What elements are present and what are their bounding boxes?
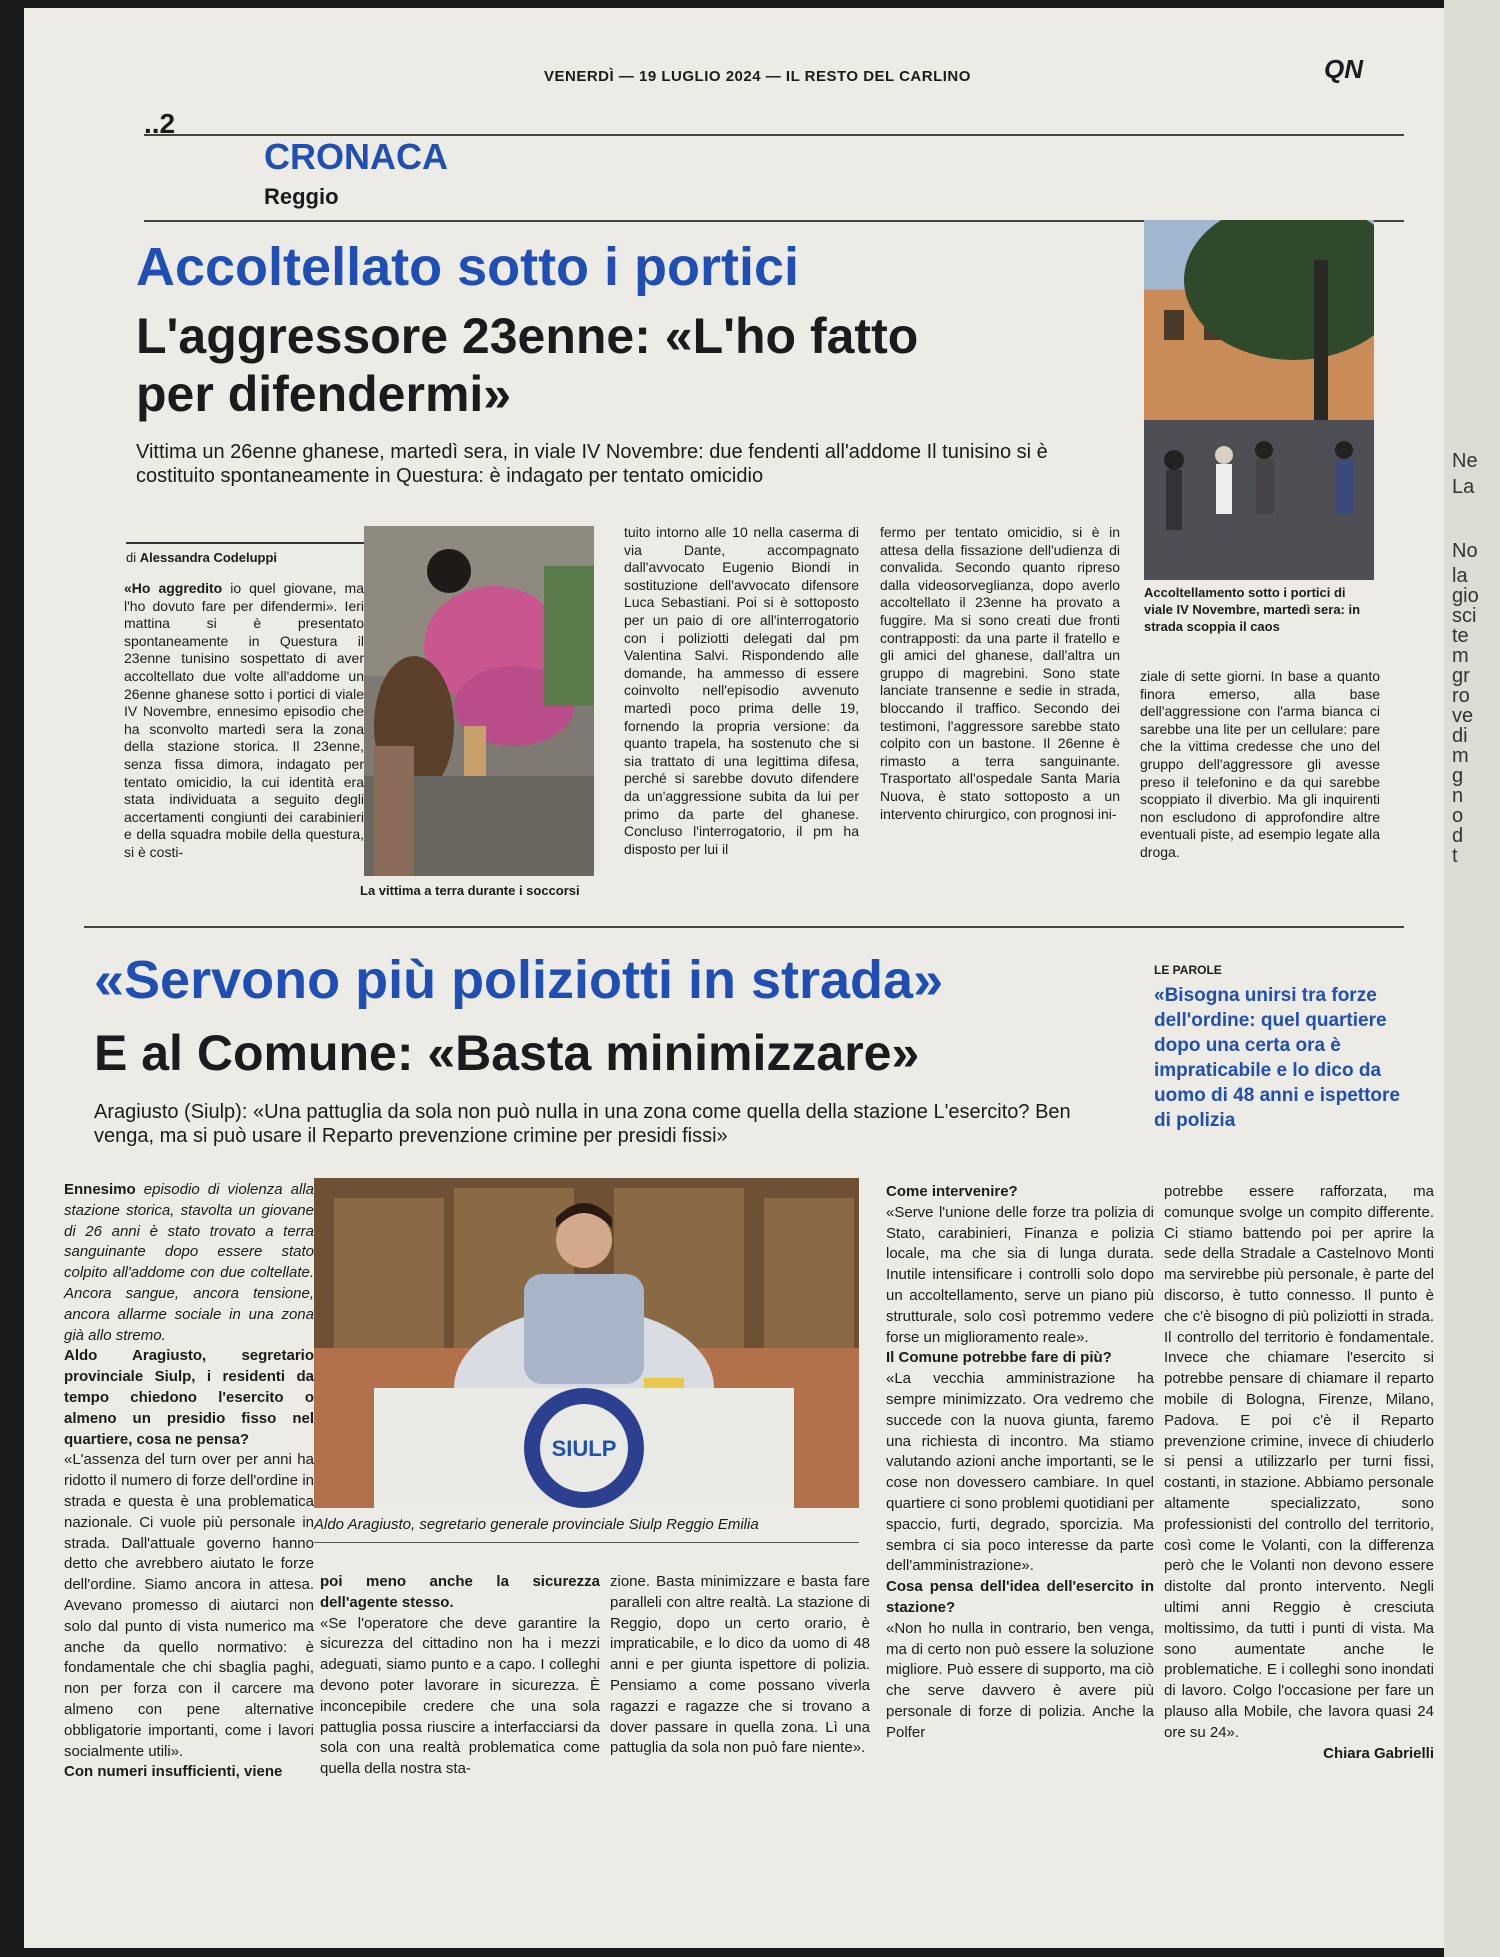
article1-col3: fermo per tentato omicidio, si è in attesa della fissazione dell'udienza di convalida. Secondo quanto ripreso dalla videosorveglianza, dopo averlo accoltellato il 23enne ha provato a fuggire. Ma si sono creati due fronti contrapposti: da una parte il fratello e gli amici del ghanese, dall'altra un gruppo di magrebini. Sono state lanciate transenne e sedie in strada, bloccando il traffico. Secondo dei testimoni, l'aggressore sarebbe stato colpito con un bastone. Il 26enne è rimasto a terra sanguinante. Trasportato all'ospedale Santa Maria Nuova, è stato sottoposto a un intervento chirurgico, con prognosi ini- (880, 524, 1120, 822)
article1-col1-text: io quel giovane, ma l'ho dovuto fare per difendermi». Ieri mattina si è presentato spontaneamente in Questura il 23enne tunisino sospettato di aver accoltellato due volte all'addome un 26enne ghanese sotto i portici di viale IV Novembre, ennesimo episodio che ha sconvolto martedì sera la zona della stazione storica. Il 23enne, senza fissa dimora, indagato per tentato omicidio, la cui identità era stata individuata a seguito degli accertamenti congiunti dei carabinieri e della squadra mobile della questura, si è costi- (124, 580, 364, 860)
street-scene-photo (1144, 220, 1374, 580)
fragment: t (1452, 845, 1458, 867)
article2-q1: Come intervenire? (886, 1183, 1018, 1200)
article2-col1 (64, 1180, 314, 1783)
article1-lead: «Ho aggredito (124, 580, 223, 596)
caption-rule (314, 1542, 859, 1543)
article2-q2: Il Comune potrebbe fare di più? (886, 1349, 1112, 1367)
date-line: VENERDÌ — 19 LUGLIO 2024 — IL RESTO DEL CARLINO (544, 68, 971, 85)
qn-logo: QN (1324, 54, 1363, 84)
victim-photo (364, 526, 594, 876)
fragment: di (1452, 725, 1468, 747)
fragment: m (1452, 745, 1469, 767)
fragment: ve (1452, 705, 1474, 727)
article2-question1: Aldo Aragiusto, segretario provinciale Siulp, i residenti da tempo chiedono l'esercito o almeno un presidio fisso nel quartiere, cosa ne pensa? (64, 1347, 314, 1448)
article2-a2: «La vecchia amministrazione ha sempre minimizzato. Ora vedremo che succede con la nuova giunta, faremo una richiesta di incontro. Ma stiamo valutando azioni anche importanti, se le cose non dovessero cambiare. In quel quartiere ci sono problemi quotidiani per spaccio, furti, degrado, sporcizia. Ma sembra ci sia poco interesse da parte dell'amministrazione». (886, 1370, 1154, 1575)
article2-col5-text: potrebbe essere rafforzata, ma comunque svolge un compito differente. Ci stiamo battendo poi per aprire la sede della Stradale a Castelnovo Monti ma servirebbe più personale, è parte del discorso, è tutto connesso. Il punto è che c'è bisogno di più poliziotti in strada. Il controllo del territorio è fondamentale. Invece che chiamare l'esercito si potrebbe pensare di chiamare il reparto mobile di Bologna, Firenze, Milano, Padova. E poi c'è il Reparto prevenzione crimine, invece di chiuderlo si pensi a utilizzarlo per turni fissi, costanti, in stazione. Abbiamo personale altamente specializzato, sono professionisti del controllo del territorio, così come le Volanti, con la differenza però che le Volanti non devono essere distolte dal pronto intervento. Negli ultimi anni Reggio è cresciuta moltissimo, da tutti i punti di vista. Ma sono aumentate anche le problematiche. E i colleghi sono inondati di lavoro. Colgo l'occasione per fare un plauso alla Mobile, che lavora quasi 24 ore su 24». (1164, 1183, 1434, 1741)
article2-col5 (1164, 1182, 1434, 1764)
fragment: te (1452, 625, 1469, 647)
article2-col2-bold: poi meno anche la sicurezza dell'agente stesso. (320, 1573, 600, 1611)
article2-lead: Ennesimo (64, 1181, 136, 1198)
section-subtitle: Reggio (264, 184, 339, 209)
aragiusto-caption: Aldo Aragiusto, segretario generale provinciale Siulp Reggio Emilia (314, 1516, 759, 1533)
article2-a1: «Serve l'unione delle forze tra polizia di Stato, carabinieri, Finanza e polizia locale, ma che sia di lunga durata. Inutile intensificare i controlli solo dopo un accoltellamento, serve un piano più strutturale, solo così potremmo vedere forse un miglioramento reale». (886, 1203, 1154, 1346)
article1-col1 (124, 580, 364, 862)
article1-subheadline: L'aggressore 23enne: «L'ho fatto per difendermi» (136, 308, 919, 422)
article2-subheadline: E al Comune: «Basta minimizzare» (94, 1025, 920, 1081)
fragment: No (1452, 540, 1478, 562)
article2-col3: zione. Basta minimizzare e basta fare paralleli con altre realtà. La stazione di Reggio, dopo un certo orario, è impraticabile, e lo dico da uomo di 48 anni e per giunta ispettore di polizia. Pensiamo a come possano viverla ragazzi e ragazze che si trovano a dover passare in quella zona. Lì una pattuglia da sola non può fare niente». (610, 1573, 870, 1757)
article1-headline: Accoltellato sotto i portici (136, 237, 800, 297)
article1-byline (126, 542, 366, 565)
page-number: ..2 (144, 108, 176, 139)
article2-deck: Aragiusto (Siulp): «Una pattuglia da sola non può nulla in una zona come quella della stazione L'esercito? Ben venga, ma si può usare il Reparto prevenzione crimine per presidi fissi» (94, 1101, 1071, 1147)
article2-col4 (886, 1182, 1154, 1744)
fragment: ro (1452, 685, 1470, 707)
article-divider (84, 926, 1404, 928)
article2-a3: «Non ho nulla in contrario, ben venga, ma di certo non può essere la soluzione migliore. Può essere di supporto, ma ciò che serve davvero è avere più personale di forze di polizia. Anche la Polfer (886, 1619, 1154, 1741)
fragment: la (1452, 565, 1468, 587)
le-parole-quote: «Bisogna unirsi tra forze dell'ordine: quel quartiere dopo una certa ora è impraticabile e lo dico da uomo di 48 anni e ispettore di polizia (1154, 985, 1400, 1131)
siulp-logo: SIULP (551, 1436, 617, 1461)
newspaper-page (24, 8, 1444, 1948)
article2-intro: episodio di violenza alla stazione storica, stavolta un giovane di 26 anni è stato trovato a terra sanguinante dopo essere stato colpito all'addome con due coltellate. Ancora sangue, ancora tensione, ancora allarme sociale in una zona già allo stremo. (64, 1181, 314, 1344)
fragment: La (1452, 476, 1475, 498)
byline-prefix: di (126, 550, 137, 565)
article2-answer1: «L'assenza del turn over per anni ha ridotto il numero di forze dell'ordine in strada e questa è una problematica nazionale. Ci vuole più personale in strada. Dall'attuale governo hanno detto che avrebbero aiutato le forze dell'ordine. Siamo ancora in attesa. Avevano promesso di aiutarci non solo dal punto di vista numerico ma anche da quello normativo: è fondamentale che chi sbaglia paghi, non per forza con il carcere ma almeno con pene alternative obbligatorie importanti, come i lavori socialmente utili». (64, 1451, 314, 1760)
fragment: o (1452, 805, 1464, 827)
fragment: gr (1452, 665, 1470, 687)
section-title: CRONACA (264, 136, 448, 177)
victim-photo-caption: La vittima a terra durante i soccorsi (360, 883, 580, 898)
fragment: m (1452, 645, 1469, 667)
fragment: g (1452, 765, 1464, 787)
article2-col1-bold-end: Con numeri insufficienti, viene (64, 1763, 283, 1781)
street-scene-caption: Accoltellamento sotto i portici di viale IV Novembre, martedì sera: in strada scoppia il caos (1144, 585, 1361, 634)
byline-author: Alessandra Codeluppi (139, 550, 277, 565)
article2-col2-text: «Se l'operatore che deve garantire la sicurezza del cittadino non ha i mezzi adeguati, siamo punto e a capo. I colleghi devono poter lavorare in sicurezza. È inconcepibile credere che una sola pattuglia possa riuscire a interfacciarsi da sola con una realtà problematica come quella della nostra sta- (320, 1614, 600, 1778)
article2-q3: Cosa pensa dell'idea dell'esercito in stazione? (886, 1578, 1154, 1616)
adjacent-page (1444, 0, 1500, 1957)
article1-col2: tuito intorno alle 10 nella caserma di via Dante, accompagnato dall'avvocato Eugenio Biondi in sostituzione dell'avvocato difensore Luca Sebastiani. Poi si è sottoposto per un paio di ore all'interrogatorio con i poliziotti delegati dal pm Valentina Salvi. Rispondendo alle domande, ha ammesso di essere coinvolto nell'episodio avvenuto martedì poco prima delle 19, fornendo la propria versione: da quanto trapela, ha sostenuto che si sia trattato di una legittima difesa, perché si sarebbe dovuto difendere da un'aggressione subita da lui per primo da parte del ghanese. Concluso l'interrogatorio, il pm ha disposto per lui il (624, 524, 859, 857)
fragment: n (1452, 785, 1464, 807)
article2-headline: «Servono più poliziotti in strada» (94, 950, 944, 1010)
fragment: gio (1452, 585, 1479, 607)
article1-col4: ziale di sette giorni. In base a quanto finora emerso, alla base dell'aggressione con l'arma bianca ci sarebbe una lite per un cellulare: pare che la vittima credesse che uno del gruppo dell'aggressore gli avesse preso il telefonino e da qui sarebbe scoppiato il diverbio. Ma gli inquirenti non escludono di approfondire altre eventuali piste, ad esempio legate alla droga. (1140, 668, 1380, 860)
fragment: d (1452, 825, 1464, 847)
fragment: Ne (1452, 450, 1478, 472)
article2-author: Chiara Gabrielli (1323, 1744, 1434, 1762)
article2-col2 (320, 1572, 600, 1780)
aragiusto-photo (314, 1178, 859, 1508)
fragment: sci (1452, 605, 1477, 627)
le-parole-label: LE PAROLE (1154, 963, 1222, 977)
article1-deck: Vittima un 26enne ghanese, martedì sera, in viale IV Novembre: due fendenti all'addome Il tunisino si è costituito spontaneamente in Questura: è indagato per tentato omicidio (136, 441, 1048, 487)
